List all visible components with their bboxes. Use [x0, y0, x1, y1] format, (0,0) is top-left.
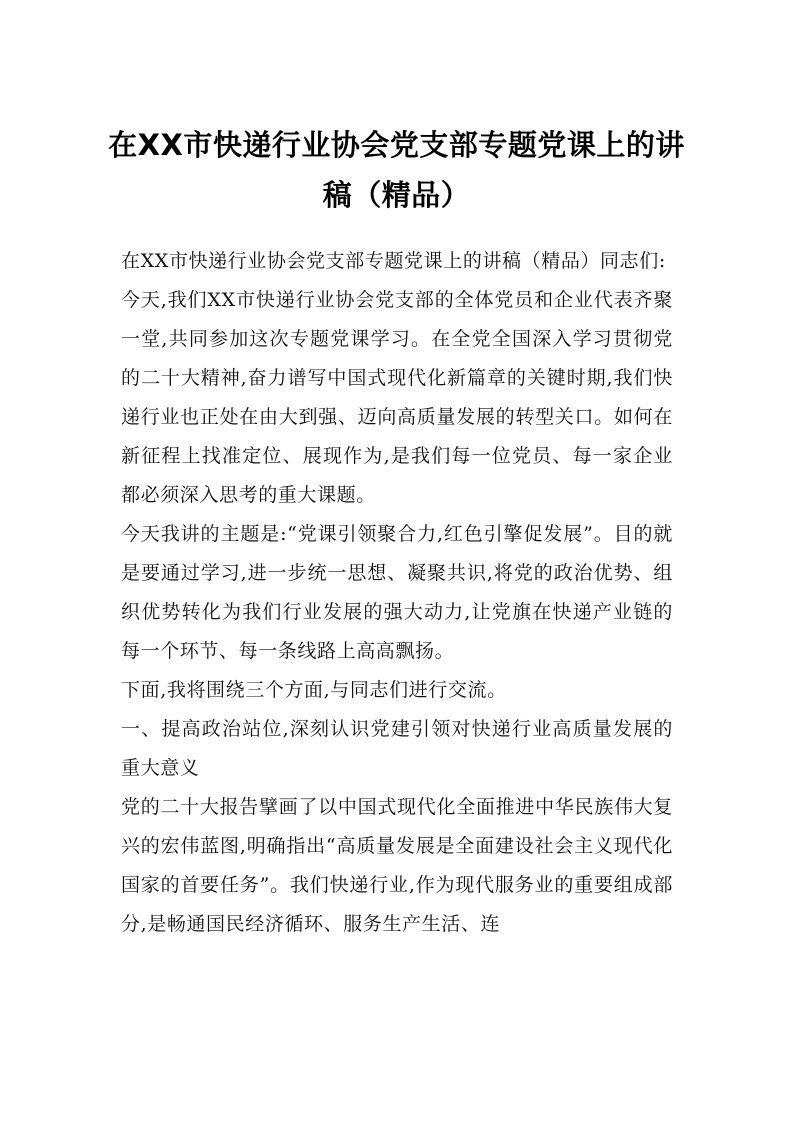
- document-title: 在XX市快递行业协会党支部专题党课上的讲稿（精品）: [108, 128, 685, 212]
- paragraph-greeting: 在XX市快递行业协会党支部专题党课上的讲稿（精品）同志们:: [121, 250, 666, 272]
- paragraph-section-one: 党的二十大报告擘画了以中国式现代化全面推进中华民族伟大复兴的宏伟蓝图,明确指出“高质量发展是全面建设社会主义现代化国家的首要任务”。我们快递行业,作为现代服务业的重要组成部分,是畅通国民经济循环、服务生产生活、连: [121, 796, 673, 935]
- paragraph-theme: 今天我讲的主题是:“党课引领聚合力,红色引擎促发展”。目的就是要通过学习,进一步统一思想、凝聚共识,将党的政治优势、组织优势转化为我们行业发展的强大动力,让党旗在快递产业链的每一个环节、每一条线路上高高飘扬。: [121, 523, 673, 662]
- document-body: [121, 242, 673, 944]
- paragraph-outline: 下面,我将围绕三个方面,与同志们进行交流。: [121, 679, 507, 701]
- section-heading-one: 一、提高政治站位,深刻认识党建引领对快递行业高质量发展的重大意义: [121, 718, 673, 779]
- paragraph-opening: 今天,我们XX市快递行业协会党支部的全体党员和企业代表齐聚一堂,共同参加这次专题党课学习。在全党全国深入学习贯彻党的二十大精神,奋力谱写中国式现代化新篇章的关键时期,我们快递行业也正处在由大到强、迈向高质量发展的转型关口。如何在新征程上找准定位、展现作为,是我们每一位党员、每一家企业都必须深入思考的重大课题。: [121, 289, 673, 506]
